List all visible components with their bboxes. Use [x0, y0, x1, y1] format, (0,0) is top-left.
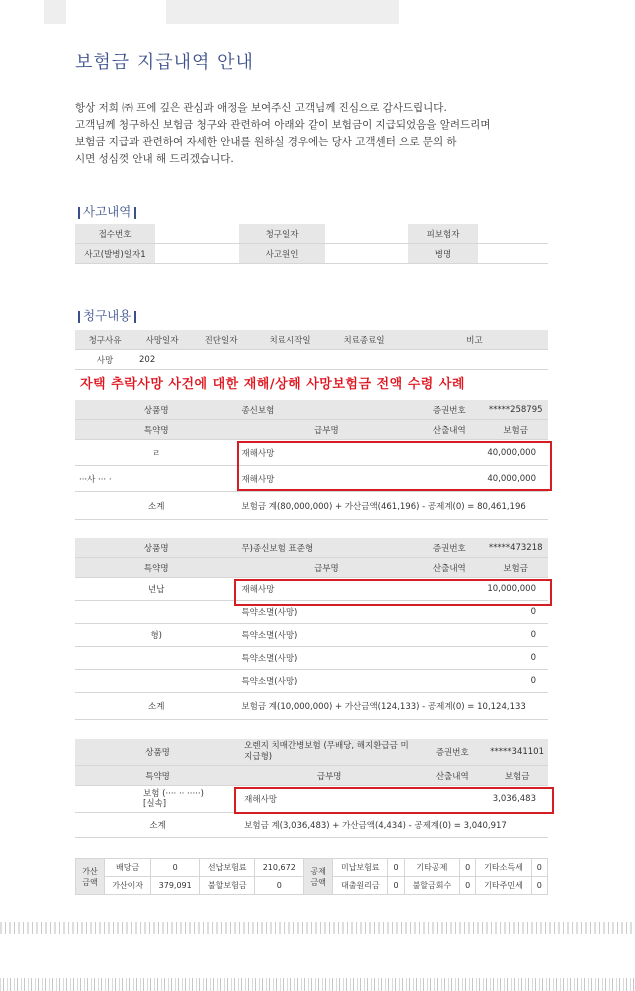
subtotal-label: 소계: [75, 492, 237, 520]
calc-cell: [415, 670, 483, 693]
claim-table: [75, 330, 548, 370]
value-cell: [155, 224, 239, 244]
benefit-cell: 재해사망: [240, 786, 418, 813]
deduct-item-label: 기타공제: [404, 859, 459, 877]
accident-title-text: 사고내역: [83, 204, 132, 219]
claim-title-text: 청구내용: [83, 308, 132, 323]
label-cell: 피보험자: [408, 224, 478, 244]
rider-cell: ···사 ··· ·: [75, 466, 237, 492]
label-cell: 사고(발병)일자1: [75, 244, 155, 264]
add-amount-label: 가산금액: [76, 859, 105, 895]
claim-cell: [253, 350, 327, 370]
value-cell: [325, 244, 408, 264]
claim-header: 치료종료일: [327, 330, 401, 350]
cert-label: 증권번호: [415, 400, 483, 420]
add-item-value: 0: [255, 877, 304, 895]
subtotal-formula: 보험금 계(3,036,483) + 가산금액(4,434) - 공제계(0) = 3,040,917: [240, 813, 548, 838]
amount-label: 보험금: [483, 558, 548, 578]
product-label: 상품명: [75, 538, 237, 558]
amount-cell: 0: [483, 670, 548, 693]
intro-line: 시면 성심껏 안내 해 드리겠습니다.: [75, 153, 234, 165]
amount-label: 보험금: [483, 420, 548, 440]
rider-cell: 형): [75, 624, 237, 647]
claim-cell: 202: [135, 350, 189, 370]
amount-cell: 40,000,000: [483, 440, 548, 466]
product-name: 종신보험: [237, 400, 415, 420]
label-cell: 사고원인: [239, 244, 325, 264]
rider-label: 특약명: [75, 766, 240, 786]
deduct-item-label: 불할금회수: [404, 877, 459, 895]
claim-header: 비고: [401, 330, 548, 350]
deduct-item-value: 0: [531, 877, 547, 895]
calc-cell: [415, 647, 483, 670]
benefit-cell: 재해사망: [237, 440, 415, 466]
amount-cell: 0: [483, 647, 548, 670]
claim-section-title: [75, 306, 139, 324]
claim-cell: [401, 350, 548, 370]
page-title: 보험금 지급내역 안내: [75, 52, 254, 73]
section-bar: [134, 207, 136, 219]
benefit-cell: 특약소멸(사망): [237, 647, 415, 670]
amount-cell: 0: [483, 601, 548, 624]
deduct-item-value: 0: [460, 859, 476, 877]
rider-cell: [75, 670, 237, 693]
product-label: 상품명: [75, 739, 240, 766]
rider-cell: ㄹ: [75, 440, 237, 466]
deduct-item-label: 미납보험료: [333, 859, 388, 877]
label-cell: 접수번호: [75, 224, 155, 244]
deduct-item-label: 기타주민세: [476, 877, 531, 895]
rider-cell: [75, 601, 237, 624]
scan-noise-strip: [0, 922, 635, 934]
claim-header: 청구사유: [75, 330, 135, 350]
amount-cell: 10,000,000: [483, 578, 548, 601]
benefit-cell: 특약소멸(사망): [237, 601, 415, 624]
amount-cell: 0: [483, 624, 548, 647]
top-banner: [44, 0, 399, 24]
label-cell: 청구일자: [239, 224, 325, 244]
cert-label: 증권번호: [415, 538, 483, 558]
subtotal-label: 소계: [75, 693, 237, 720]
cert-number: *****258795: [483, 400, 548, 420]
subtotal-label: 소계: [75, 813, 240, 838]
calc-label: 산출내역: [418, 766, 486, 786]
highlight-box: [237, 441, 552, 491]
benefit-cell: 특약소멸(사망): [237, 624, 415, 647]
product-label: 상품명: [75, 400, 237, 420]
highlight-caption: 자택 추락사망 사건에 대한 재해/상해 사망보험금 전액 수령 사례: [80, 377, 465, 392]
claim-header: 치료시작일: [253, 330, 327, 350]
claim-cell: [189, 350, 253, 370]
calc-cell: [415, 624, 483, 647]
section-bar: [78, 207, 80, 219]
rider-label: 특약명: [75, 420, 237, 440]
add-item-value: 379,091: [151, 877, 200, 895]
amount-cell: 40,000,000: [483, 466, 548, 492]
claim-cell: [327, 350, 401, 370]
add-item-value: 0: [151, 859, 200, 877]
section-bar: [78, 311, 80, 323]
deduct-item-value: 0: [460, 877, 476, 895]
deduct-amount-label: 공제금액: [304, 859, 333, 895]
value-cell: [478, 224, 548, 244]
intro-line: 항상 저희 ㈜ 프에 깊은 관심과 애정을 보여주신 고객님께 진심으로 감사드립니다.: [75, 102, 447, 114]
rider-label: 특약명: [75, 558, 237, 578]
value-cell: [325, 224, 408, 244]
add-item-value: 210,672: [255, 859, 304, 877]
subtotal-formula: 보험금 계(80,000,000) + 가산금액(461,196) - 공제계(0) = 80,461,196: [237, 492, 548, 520]
highlight-box: [234, 787, 554, 814]
calc-label: 산출내역: [415, 420, 483, 440]
deduct-item-value: 0: [531, 859, 547, 877]
benefit-label: 급부명: [237, 558, 415, 578]
add-item-label: 가산이자: [105, 877, 151, 895]
amount-cell: 3,036,483: [486, 786, 548, 813]
cert-label: 증권번호: [418, 739, 486, 766]
product-name: 무)종신보험 표준형: [237, 538, 415, 558]
benefit-cell: 특약소멸(사망): [237, 670, 415, 693]
claim-cell: 사망: [75, 350, 135, 370]
deduct-item-value: 0: [388, 877, 404, 895]
benefit-cell: 재해사망: [237, 466, 415, 492]
intro-text: [75, 100, 575, 168]
value-cell: [478, 244, 548, 264]
rider-cell: [75, 647, 237, 670]
claim-header: 진단일자: [189, 330, 253, 350]
highlight-box: [234, 579, 552, 606]
accident-table: [75, 224, 548, 264]
top-banner-gap: [66, 0, 166, 24]
benefit-label: 급부명: [240, 766, 418, 786]
benefit-label: 급부명: [237, 420, 415, 440]
cert-number: *****473218: [483, 538, 548, 558]
addition-table: [75, 858, 548, 895]
add-item-label: 선납보험료: [200, 859, 255, 877]
deduct-item-label: 기타소득세: [476, 859, 531, 877]
intro-line: 고객님께 청구하신 보험금 청구와 관련하여 아래와 같이 보험금이 지급되었음을 알려드리며: [75, 119, 491, 131]
label-cell: 병명: [408, 244, 478, 264]
benefit-cell: 재해사망: [237, 578, 415, 601]
value-cell: [155, 244, 239, 264]
add-item-label: 배당금: [105, 859, 151, 877]
intro-line: 보험금 지급과 관련하여 자세한 안내를 원하실 경우에는 당사 고객센터 으로 문의 하: [75, 136, 457, 148]
accident-section-title: [75, 202, 139, 220]
deduct-item-label: 대출원리금: [333, 877, 388, 895]
claim-header: 사망일자: [135, 330, 189, 350]
calc-label: 산출내역: [415, 558, 483, 578]
scan-noise-strip: [0, 978, 635, 991]
policy2-table: [75, 538, 548, 720]
product-name: 오렌지 치매간병보험 (무배당, 해지환급금 미지급형): [240, 739, 418, 766]
add-item-label: 불할보험금: [200, 877, 255, 895]
cert-number: *****341101: [486, 739, 548, 766]
deduct-item-value: 0: [388, 859, 404, 877]
rider-cell: 보험 (···· ·· ·····) [실속]: [75, 786, 240, 813]
section-bar: [134, 311, 136, 323]
rider-cell: 년납: [75, 578, 237, 601]
subtotal-formula: 보험금 계(10,000,000) + 가산금액(124,133) - 공제계(0) = 10,124,133: [237, 693, 548, 720]
amount-label: 보험금: [486, 766, 548, 786]
